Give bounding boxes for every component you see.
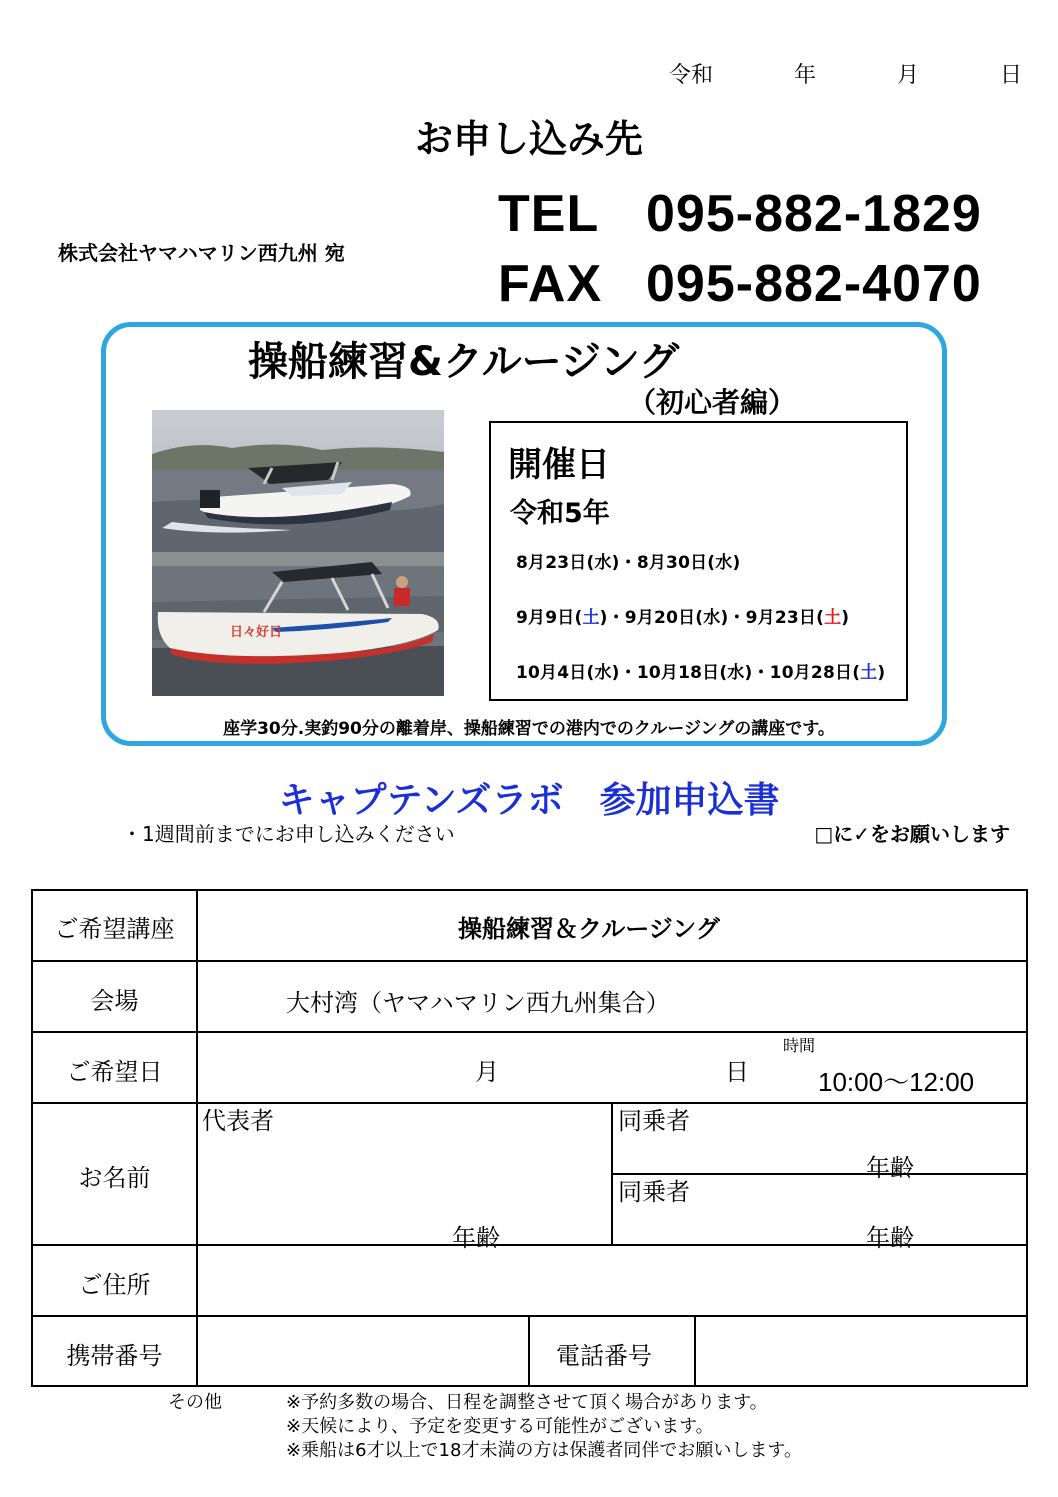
tel-label: TEL (498, 185, 600, 243)
date-label: ご希望日 (66, 1058, 163, 1086)
schedule-oct-part1: 10月4日(水)・10月18日(水)・10月28日( (516, 663, 861, 683)
course-value: 操船練習＆クルージング (458, 915, 720, 943)
company-name: 株式会社ヤマハマリン西九州 宛 (58, 241, 345, 265)
address-label: ご住所 (78, 1271, 151, 1299)
fax-line (498, 254, 982, 314)
mobile-label: 携帯番号 (66, 1342, 163, 1370)
schedule-october (516, 658, 885, 683)
companion2-label: 同乗者 (618, 1178, 690, 1206)
boat-photo-bottom-image (152, 552, 444, 696)
course-label: ご希望講座 (54, 915, 175, 943)
footer-label: その他 (168, 1392, 222, 1413)
footer-note-2: ※天候により、予定を変更する可能性がございます。 (286, 1416, 714, 1437)
saturday-mark: 土 (824, 608, 842, 628)
address-input[interactable] (198, 1247, 1026, 1313)
schedule-heading: 開催日 (508, 445, 610, 485)
boat-name-text: 日々好日 (230, 625, 283, 640)
boat-photo-bottom (152, 552, 444, 696)
day-field-label: 日 (725, 1058, 749, 1086)
schedule-sep-part2: )・9月20日(水)・9月23日( (599, 608, 825, 628)
saturday-mark: 土 (860, 663, 878, 683)
promo-title: 操船練習&クルージング (248, 339, 680, 385)
name-label: お名前 (78, 1164, 151, 1192)
schedule-oct-part2: ) (877, 663, 886, 683)
phone-input[interactable] (697, 1318, 1026, 1385)
representative-age-label: 年齢 (452, 1224, 500, 1252)
schedule-year: 令和5年 (510, 498, 610, 529)
schedule-sep-part1: 9月9日( (516, 608, 583, 628)
form-col-divider (694, 1315, 696, 1387)
application-title: キャプテンズラボ 参加申込書 (278, 780, 780, 821)
saturday-mark: 土 (582, 608, 600, 628)
date-era: 令和 (668, 63, 713, 88)
fax-label: FAX (498, 255, 603, 313)
month-field-label: 月 (475, 1058, 499, 1086)
companion1-age-label: 年齢 (866, 1154, 914, 1182)
venue-value: 大村湾（ヤマハマリン西九州集合） (286, 989, 670, 1017)
promo-note: 座学30分.実釣90分の離着岸、操船練習での港内でのクルージングの講座です。 (223, 719, 835, 739)
companion2-age-label: 年齢 (866, 1224, 914, 1252)
date-year: 年 (793, 63, 816, 88)
footer-note-3: ※乗船は6才以上で18才未満の方は保護者同伴でお願いします。 (286, 1440, 802, 1461)
venue-label: 会場 (90, 987, 139, 1015)
schedule-august: 8月23日(水)・8月30日(水) (516, 553, 741, 573)
fax-number: 095-882-4070 (646, 255, 982, 313)
time-value: 10:00〜12:00 (818, 1067, 975, 1097)
form-row-divider (31, 960, 1028, 962)
footer-note-1: ※予約多数の場合、日程を調整させて頂く場合があります。 (286, 1392, 768, 1413)
mobile-input[interactable] (198, 1318, 526, 1385)
form-row-divider (31, 1031, 1028, 1033)
phone-label: 電話番号 (556, 1342, 652, 1370)
tel-number: 095-882-1829 (646, 185, 982, 243)
boat-photo-top (152, 410, 444, 552)
representative-label: 代表者 (202, 1107, 274, 1135)
schedule-september (516, 603, 849, 628)
page-title: お申し込み先 (414, 117, 643, 161)
deadline-note: ・1週間前までにお申し込みください (122, 822, 455, 846)
form-col-divider (611, 1102, 613, 1244)
boat-photo-top-image (152, 410, 444, 552)
checkbox-note: □に✓をお願いします (814, 822, 1010, 846)
tel-line (498, 184, 982, 244)
date-month: 月 (896, 63, 919, 88)
promo-subtitle: （初心者編） (628, 386, 797, 419)
schedule-sep-part3: ) (841, 608, 850, 628)
date-line (669, 58, 1022, 89)
time-label: 時間 (783, 1036, 816, 1055)
date-day: 日 (999, 63, 1022, 88)
companion1-label: 同乗者 (618, 1107, 690, 1135)
form-col-divider (528, 1315, 530, 1387)
